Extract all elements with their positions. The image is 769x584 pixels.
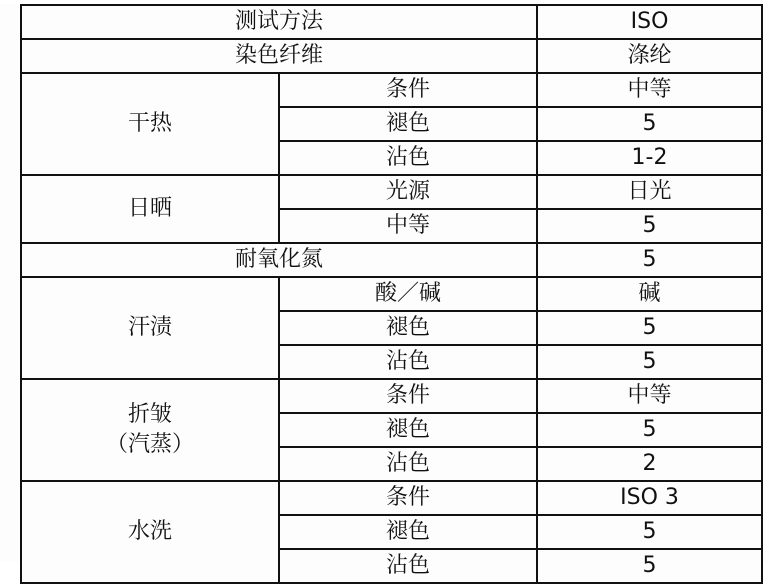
sub-label: 褪色	[279, 107, 537, 141]
sub-label: 褪色	[279, 515, 537, 549]
header-fiber-label: 染色纤维	[21, 39, 537, 73]
header-method-label: 测试方法	[21, 5, 537, 39]
header-method-value: ISO	[537, 5, 762, 39]
sub-label: 条件	[279, 73, 537, 107]
sub-label: 沾色	[279, 447, 537, 481]
table-row	[21, 277, 762, 311]
result-value: 5	[537, 515, 762, 549]
result-value: 5	[537, 311, 762, 345]
group-label-sunlight: 日晒	[21, 175, 279, 243]
sub-label: 沾色	[279, 549, 537, 583]
table-row	[21, 5, 762, 39]
result-value: 5	[537, 345, 762, 379]
sub-label: 中等	[279, 209, 537, 243]
sub-label: 酸／碱	[279, 277, 537, 311]
sub-label: 光源	[279, 175, 537, 209]
result-value: 2	[537, 447, 762, 481]
group-label-washing: 水洗	[21, 481, 279, 583]
sub-label: 褪色	[279, 413, 537, 447]
group-label-wrinkle-steam	[21, 379, 279, 481]
sub-label: 沾色	[279, 345, 537, 379]
header-fiber-value: 涤纶	[537, 39, 762, 73]
table-row	[21, 73, 762, 107]
table-body	[21, 5, 762, 583]
result-value: 中等	[537, 73, 762, 107]
result-value: 中等	[537, 379, 762, 413]
result-value: 5	[537, 209, 762, 243]
sub-label: 条件	[279, 481, 537, 515]
sub-label: 沾色	[279, 141, 537, 175]
sub-label: 褪色	[279, 311, 537, 345]
result-value: ISO 3	[537, 481, 762, 515]
table-row	[21, 379, 762, 413]
result-value: 1-2	[537, 141, 762, 175]
test-results-table	[20, 4, 763, 584]
sub-label: 条件	[279, 379, 537, 413]
group-label-nitrogen-oxide: 耐氧化氮	[21, 243, 537, 277]
table-row	[21, 175, 762, 209]
result-value: 5	[537, 549, 762, 583]
result-value: 5	[537, 243, 762, 277]
result-value: 5	[537, 413, 762, 447]
result-value: 日光	[537, 175, 762, 209]
group-label-dry-heat: 干热	[21, 73, 279, 175]
table-row	[21, 243, 762, 277]
document-page	[0, 4, 769, 579]
table-row	[21, 481, 762, 515]
group-label-line-1: 折皱	[127, 402, 172, 428]
table-row	[21, 39, 762, 73]
group-label-perspiration: 汗渍	[21, 277, 279, 379]
group-label-line-2: （汽蒸）	[105, 432, 194, 457]
result-value: 5	[537, 107, 762, 141]
result-value: 碱	[537, 277, 762, 311]
